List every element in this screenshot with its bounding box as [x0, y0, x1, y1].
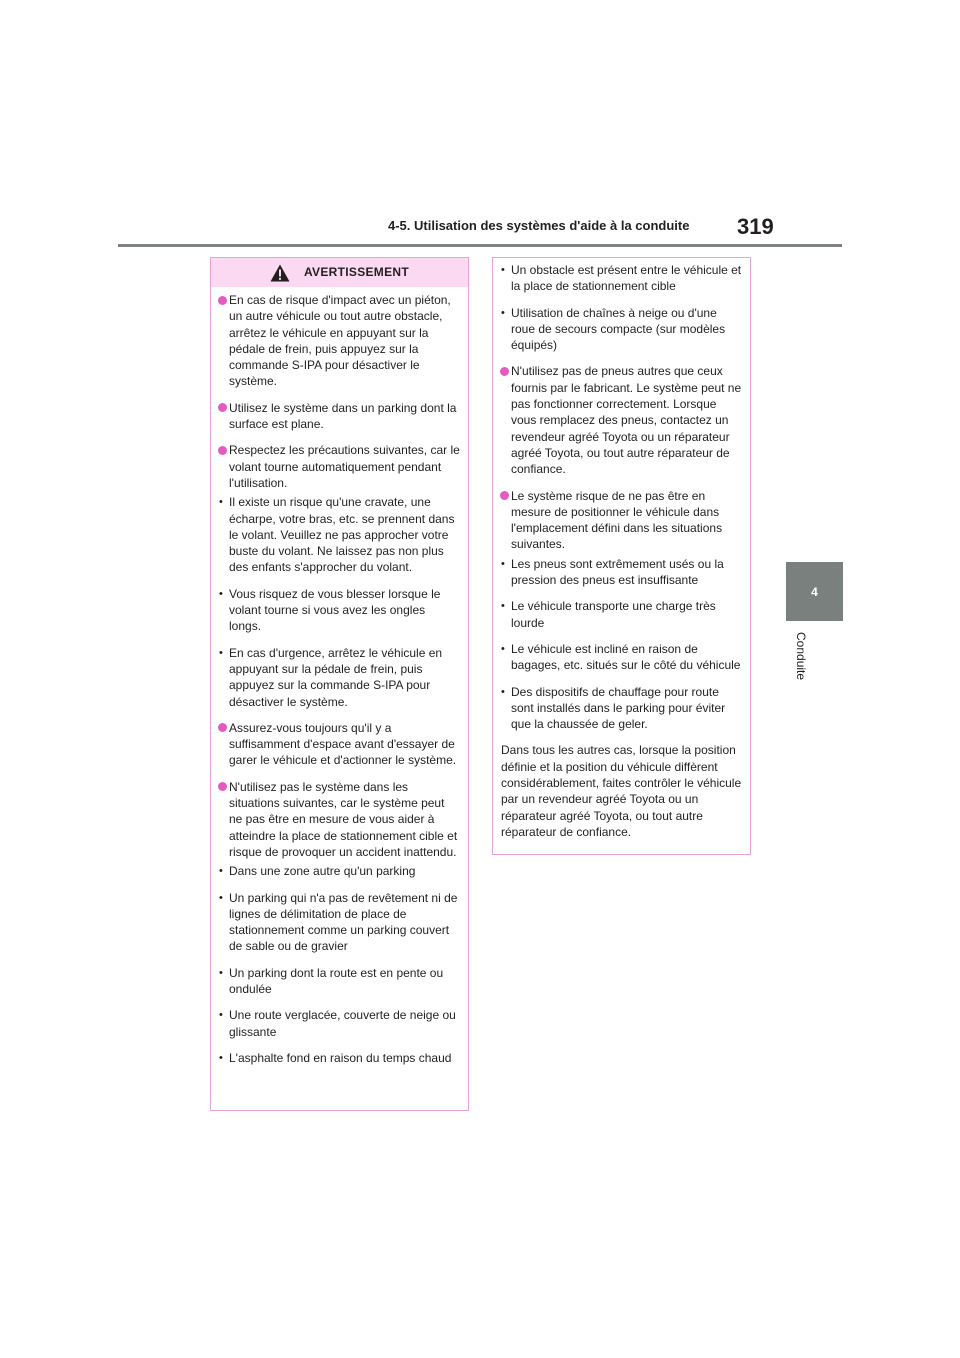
- bullet-item: • Utilisation de chaînes à neige ou d'une roue de secours compacte (sur modèles équipés): [501, 305, 742, 354]
- header-divider: [118, 244, 842, 247]
- bullet-item: • Le véhicule transporte une charge très lourde: [501, 598, 742, 631]
- paragraph: Dans tous les autres cas, lorsque la position définie et la position du véhicule diffèrent considérablement, faites contrôler le véhicule par un revendeur agréé Toyota ou un réparateur agréé Toyota, ou tout autre réparateur de confiance.: [501, 743, 742, 839]
- bullet-item: • En cas d'urgence, arrêtez le véhicule en appuyant sur la pédale de frein, puis appuyez sur la commande S-IPA pour désactiver le système.: [219, 645, 460, 710]
- warning-box-continued: [492, 257, 751, 855]
- warning-point: En cas de risque d'impact avec un piéton, un autre véhicule ou tout autre obstacle, arrêtez le véhicule en appuyant sur la pédale de frein, puis appuyez sur la commande S-IPA pour désactiver le système.: [219, 292, 460, 390]
- warning-heading: AVERTISSEMENT: [303, 265, 410, 280]
- warning-point: Utilisez le système dans un parking dont la surface est plane.: [219, 400, 460, 433]
- bullet-item: • Vous risquez de vous blesser lorsque le volant tourne si vous avez les ongles longs.: [219, 586, 460, 635]
- bullet-item: • Les pneus sont extrêmement usés ou la pression des pneus est insuffisante: [501, 556, 742, 589]
- page-number: 319: [737, 214, 774, 239]
- warning-point: Respectez les précautions suivantes, car le volant tourne automatiquement pendant l'utilisation.: [219, 442, 460, 491]
- bullet-item: • Une route verglacée, couverte de neige ou glissante: [219, 1007, 460, 1040]
- warning-box: [210, 257, 469, 1111]
- section-title: 4-5. Utilisation des systèmes d'aide à la conduite: [388, 218, 690, 233]
- bullet-item: • Il existe un risque qu'une cravate, une écharpe, votre bras, etc. se prennent dans le volant. Veuillez ne pas approcher votre buste du volant. Ne laissez pas non plus des enfants s'approcher du volant.: [219, 494, 460, 575]
- warning-header: [211, 258, 468, 287]
- chapter-number: 4: [811, 584, 818, 599]
- bullet-item: • Dans une zone autre qu'un parking: [219, 863, 460, 879]
- warning-point: N'utilisez pas le système dans les situations suivantes, car le système peut ne pas être en mesure de vous aider à atteindre la place de stationnement cible et risque de provoquer un accident inattendu.: [219, 779, 460, 860]
- bullet-item: • Des dispositifs de chauffage pour route sont installés dans le parking pour éviter que la chaussée de geler.: [501, 684, 742, 733]
- warning-list-left: [211, 287, 468, 1066]
- warning-point: Assurez-vous toujours qu'il y a suffisamment d'espace avant d'essayer de garer le véhicule et d'actionner le système.: [219, 720, 460, 769]
- bullet-item: • Un obstacle est présent entre le véhicule et la place de stationnement cible: [501, 262, 742, 295]
- warning-triangle-icon: [270, 264, 290, 282]
- chapter-label: Conduite: [794, 632, 808, 681]
- bullet-item: • L'asphalte fond en raison du temps chaud: [219, 1050, 460, 1066]
- warning-point: Le système risque de ne pas être en mesure de positionner le véhicule dans l'emplacement défini dans les situations suivantes.: [501, 488, 742, 553]
- warning-point: N'utilisez pas de pneus autres que ceux fournis par le fabricant. Le système peut ne pas fonctionner correctement. Lorsque vous remplacez des pneus, contactez un revendeur agréé Toyota ou un réparateur agréé Toyota, ou tout autre réparateur de confiance.: [501, 363, 742, 477]
- bullet-item: • Un parking dont la route est en pente ou ondulée: [219, 965, 460, 998]
- chapter-tab[interactable]: [786, 562, 843, 621]
- warning-list-right: [493, 258, 750, 840]
- bullet-item: • Un parking qui n'a pas de revêtement ni de lignes de délimitation de place de stationnement comme un parking couvert de sable ou de gravier: [219, 890, 460, 955]
- bullet-item: • Le véhicule est incliné en raison de bagages, etc. situés sur le côté du véhicule: [501, 641, 742, 674]
